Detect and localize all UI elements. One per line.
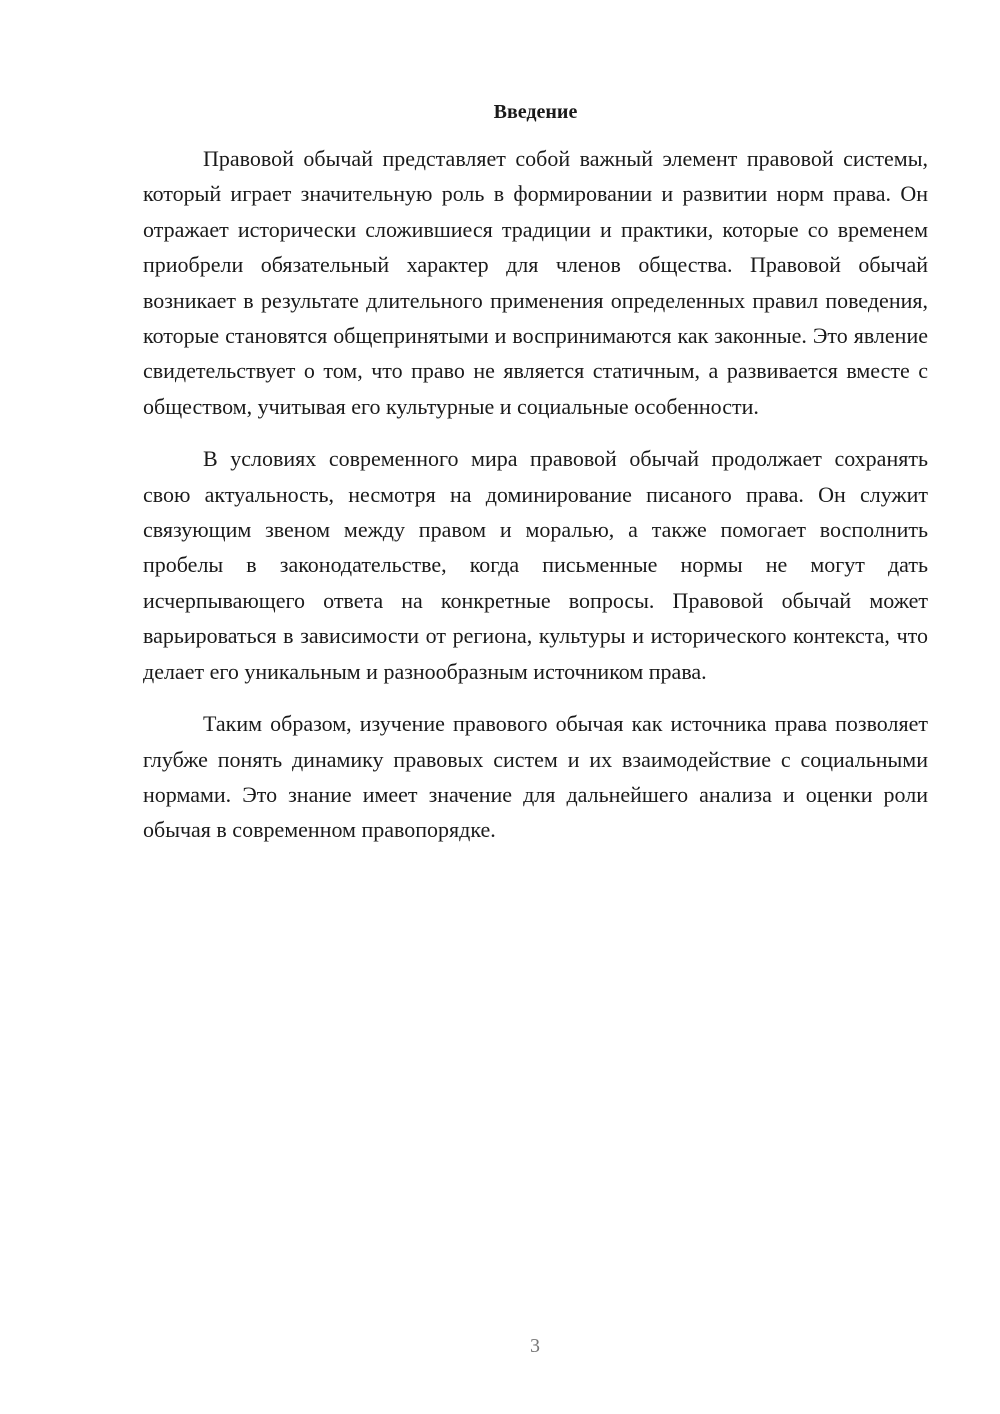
paragraph-1: Правовой обычай представляет собой важный элемент правовой системы, который играет значительную роль в формировании и развитии норм права. Он отражает исторически сложившиеся традиции и практики, которые со временем приобрели обязательный характер для членов общества. Правовой обычай возникает в результате длительного применения определенных правил поведения, которые становятся общепринятыми и воспринимаются как законные. Это явление свидетельствует о том, что право не является статичным, а развивается вместе с обществом, учитывая его культурные и социальные особенности. (143, 146, 928, 419)
page-number: 3 (530, 1335, 540, 1357)
section-heading: Введение (493, 101, 578, 123)
paragraph-2: В условиях современного мира правовой обычай продолжает сохранять свою актуальность, несмотря на доминирование писаного права. Он служит связующим звеном между правом и моралью, а также помогает восполнить пробелы в законодательстве, когда письменные нормы не могут дать исчерпывающего ответа на конкретные вопросы. Правовой обычай может варьироваться в зависимости от региона, культуры и исторического контекста, что делает его уникальным и разнообразным источником права. (143, 446, 928, 684)
paragraph-3: Таким образом, изучение правового обычая как источника права позволяет глубже понять динамику правовых систем и их взаимодействие с социальными нормами. Это знание имеет значение для дальнейшего анализа и оценки роли обычая в современном правопорядке. (143, 711, 928, 843)
body-text (143, 141, 928, 865)
